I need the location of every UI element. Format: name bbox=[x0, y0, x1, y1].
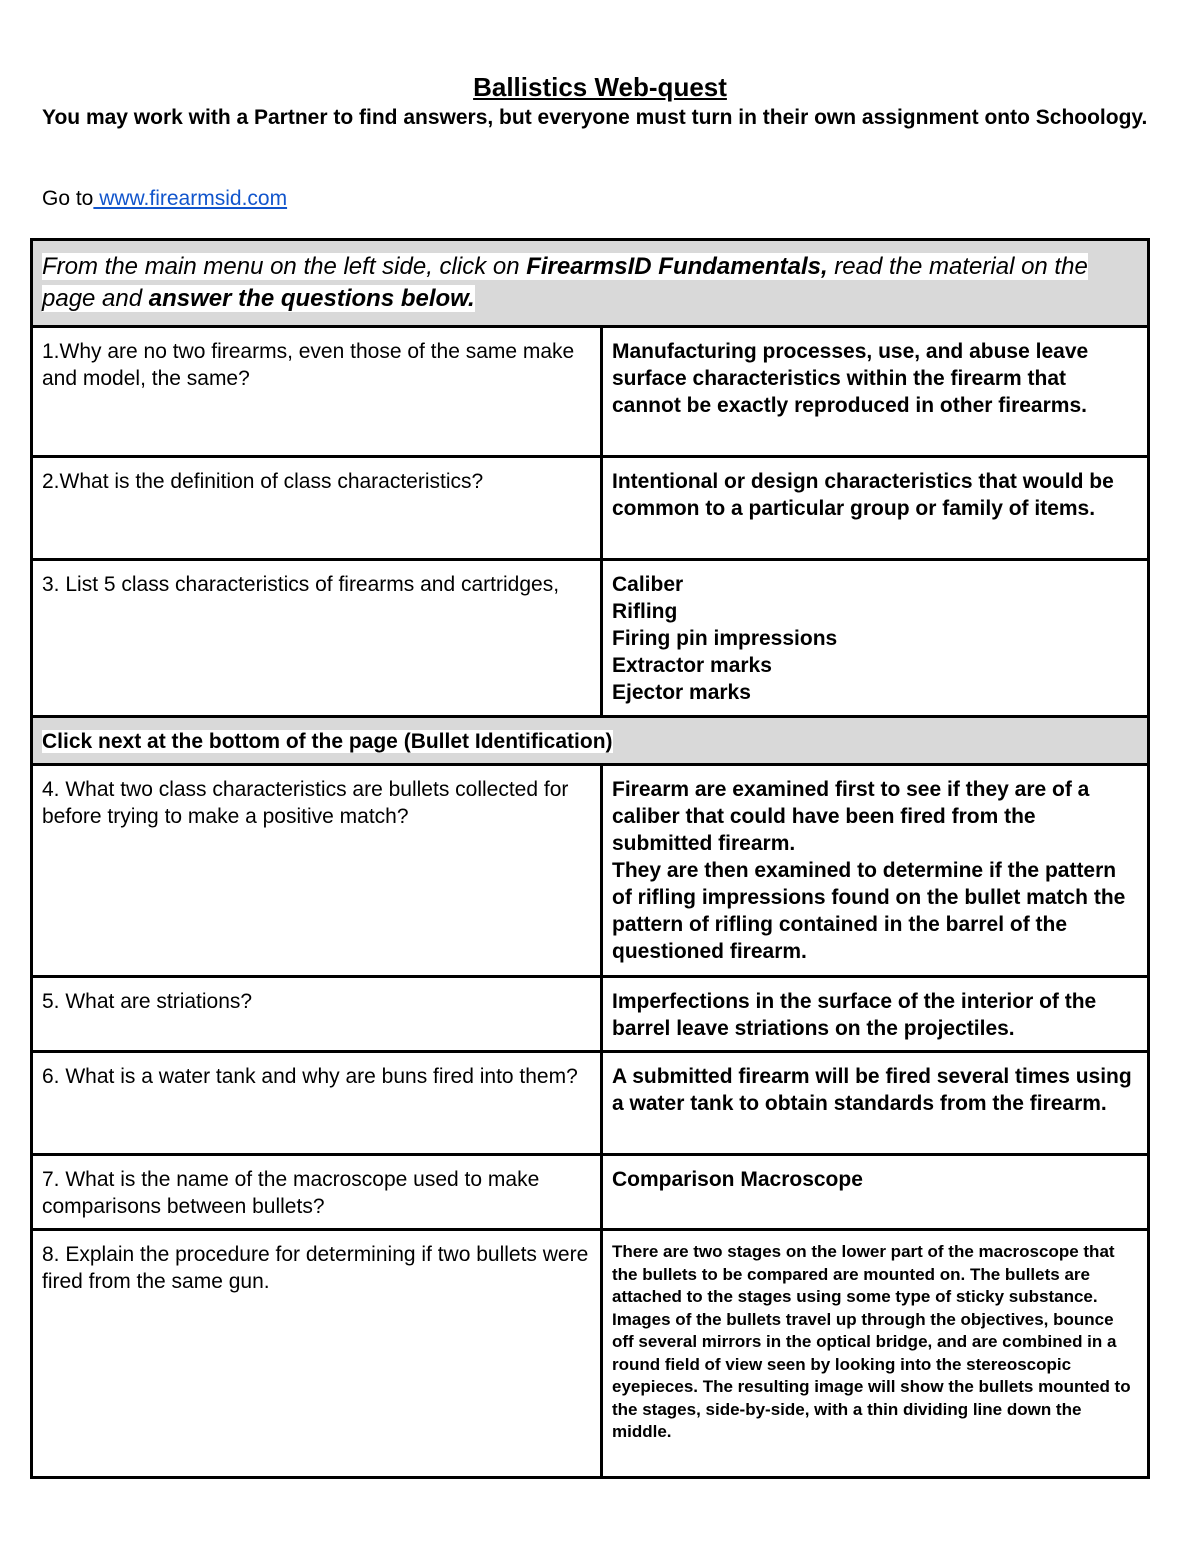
firearmsid-link[interactable]: www.firearmsid.com bbox=[93, 187, 288, 210]
section1-text-c: read the material on the page and bbox=[42, 253, 1088, 312]
goto-line bbox=[42, 186, 287, 212]
question-3: 3. List 5 class characteristics of firearms and cartridges, bbox=[32, 560, 602, 717]
instructions-text: You may work with a Partner to find answers, but everyone must turn in their own assignment onto Schoology. bbox=[42, 106, 1148, 129]
table-row bbox=[32, 560, 1149, 717]
table-row bbox=[32, 765, 1149, 977]
table-row bbox=[32, 977, 1149, 1052]
answer-6: A submitted firearm will be fired several times using a water tank to obtain standards from the firearm. bbox=[602, 1052, 1149, 1155]
answer-4-part-2: They are then examined to determine if the pattern of rifling impressions found on the bullet match the pattern of rifling contained in the barrel of the questioned firearm. bbox=[612, 859, 1126, 963]
question-5: 5. What are striations? bbox=[32, 977, 602, 1052]
section1-text-a: From the main menu on the left side, click on bbox=[42, 253, 527, 280]
table-row bbox=[32, 1230, 1149, 1478]
answer-3-item: Firing pin impressions bbox=[612, 627, 838, 650]
answer-1: Manufacturing processes, use, and abuse leave surface characteristics within the firearm that cannot be exactly reproduced in other firearms. bbox=[602, 327, 1149, 457]
section-header-row bbox=[32, 240, 1149, 327]
question-7: 7. What is the name of the macroscope used to make comparisons between bullets? bbox=[32, 1155, 602, 1230]
question-6: 6. What is a water tank and why are buns fired into them? bbox=[32, 1052, 602, 1155]
answer-3-item: Extractor marks bbox=[612, 654, 772, 677]
answer-3-item: Ejector marks bbox=[612, 681, 751, 704]
question-8: 8. Explain the procedure for determining if two bullets were fired from the same gun. bbox=[32, 1230, 602, 1478]
table-row bbox=[32, 1155, 1149, 1230]
answer-4 bbox=[602, 765, 1149, 977]
section2-text: Click next at the bottom of the page (Bullet Identification) bbox=[42, 730, 613, 753]
answer-4-part-1: Firearm are examined first to see if they are of a caliber that could have been fired from the submitted firearm. bbox=[612, 778, 1090, 855]
table-row bbox=[32, 327, 1149, 457]
table-row bbox=[32, 1052, 1149, 1155]
answer-8: There are two stages on the lower part of the macroscope that the bullets to be compared are mounted on. The bullets are attached to the stages using some type of sticky substance. Images of the bullets travel up through the objectives, bounce off several mirrors in the optical bridge, and are combined in a round field of view seen by looking into the stereoscopic eyepieces. The resulting image will show the bullets mounted to the stages, side-by-side, with a thin dividing line down the middle. bbox=[602, 1230, 1149, 1478]
section1-text-b: FirearmsID Fundamentals, bbox=[526, 253, 828, 280]
section-header-bullet-identification bbox=[32, 717, 1149, 765]
question-4: 4. What two class characteristics are bullets collected for before trying to make a positive match? bbox=[32, 765, 602, 977]
section-header-fundamentals bbox=[32, 240, 1149, 327]
answer-5: Imperfections in the surface of the interior of the barrel leave striations on the projectiles. bbox=[602, 977, 1149, 1052]
table-row bbox=[32, 457, 1149, 560]
answer-3 bbox=[602, 560, 1149, 717]
question-2: 2.What is the definition of class characteristics? bbox=[32, 457, 602, 560]
answer-3-item: Caliber bbox=[612, 573, 684, 596]
goto-prefix: Go to bbox=[42, 187, 94, 210]
webquest-table bbox=[30, 238, 1150, 1479]
answer-7: Comparison Macroscope bbox=[602, 1155, 1149, 1230]
answer-3-item: Rifling bbox=[612, 600, 678, 623]
section-header-row bbox=[32, 717, 1149, 765]
page-title: Ballistics Web-quest bbox=[473, 72, 727, 102]
answer-2: Intentional or design characteristics that would be common to a particular group or family of items. bbox=[602, 457, 1149, 560]
section1-text-d: answer the questions below. bbox=[148, 285, 475, 312]
question-1: 1.Why are no two firearms, even those of the same make and model, the same? bbox=[32, 327, 602, 457]
